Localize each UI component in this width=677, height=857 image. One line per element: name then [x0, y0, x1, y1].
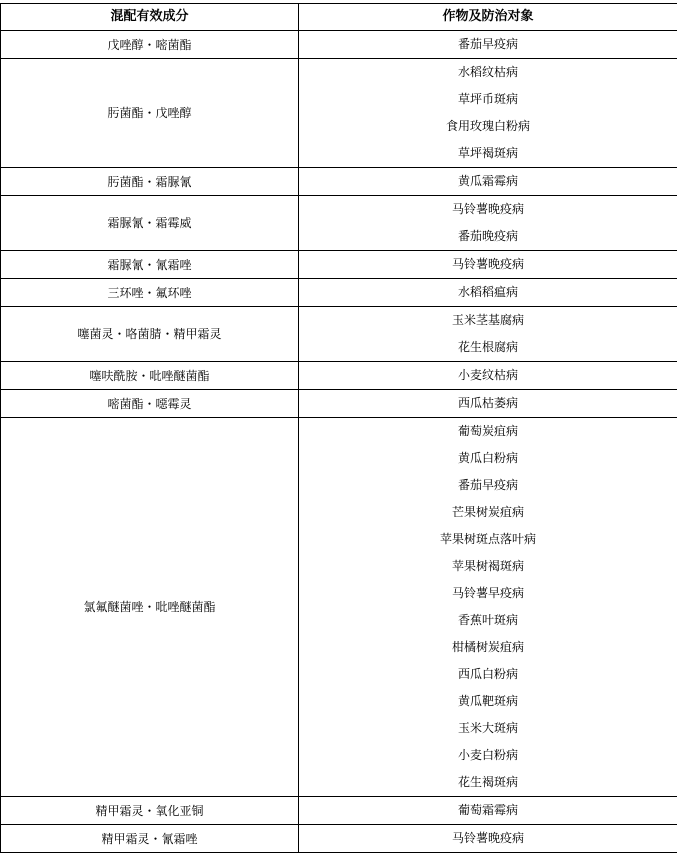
table-row — [1, 168, 677, 196]
crop-disease-item: 苹果树斑点落叶病 — [439, 532, 536, 546]
crop-disease-item: 草坪褐斑病 — [457, 146, 518, 160]
crop-disease-item: 番茄早疫病 — [457, 37, 518, 51]
crop-disease-item: 香蕉叶斑病 — [457, 613, 518, 627]
table-row — [1, 797, 677, 825]
table-row — [1, 59, 677, 168]
crop-disease-item: 黄瓜白粉病 — [457, 451, 518, 465]
mix-ingredients-cell: 氯氟醚菌唑・吡唑醚菌酯 — [1, 418, 299, 797]
crop-disease-item: 葡萄炭疽病 — [457, 424, 518, 438]
crop-disease-item: 水稻纹枯病 — [457, 65, 518, 79]
crops-targets-cell — [299, 251, 677, 279]
crop-disease-item: 玉米茎基腐病 — [451, 313, 524, 327]
mix-ingredients-cell: 嘧菌酯・噁霉灵 — [1, 390, 299, 418]
table-row — [1, 362, 677, 390]
table-row — [1, 390, 677, 418]
table-row — [1, 418, 677, 797]
crop-disease-item: 花生根腐病 — [457, 340, 518, 354]
table-row — [1, 279, 677, 307]
crops-targets-cell — [299, 362, 677, 390]
crop-disease-item: 葡萄霜霉病 — [457, 803, 518, 817]
crop-disease-item: 马铃薯晚疫病 — [451, 202, 524, 216]
crops-targets-cell — [299, 418, 677, 797]
crops-targets-cell — [299, 390, 677, 418]
crops-targets-cell — [299, 196, 677, 251]
crops-targets-cell — [299, 31, 677, 59]
mix-ingredients-cell: 肟菌酯・戊唑醇 — [1, 59, 299, 168]
crop-disease-item: 黄瓜靶斑病 — [457, 694, 518, 708]
crop-disease-item: 黄瓜霜霉病 — [457, 174, 518, 188]
crop-disease-item: 马铃薯早疫病 — [451, 586, 524, 600]
mix-ingredients-cell: 精甲霜灵・氰霜唑 — [1, 825, 299, 853]
crops-targets-cell — [299, 279, 677, 307]
fungicide-mix-table — [0, 3, 677, 853]
mix-ingredients-cell: 精甲霜灵・氧化亚铜 — [1, 797, 299, 825]
table-row — [1, 251, 677, 279]
crop-disease-item: 草坪币斑病 — [457, 92, 518, 106]
crop-disease-item: 芒果树炭疽病 — [451, 505, 524, 519]
table-row — [1, 825, 677, 853]
table-row — [1, 31, 677, 59]
mix-ingredients-cell: 戊唑醇・嘧菌酯 — [1, 31, 299, 59]
mix-ingredients-cell: 噻呋酰胺・吡唑醚菌酯 — [1, 362, 299, 390]
crops-targets-cell — [299, 825, 677, 853]
crops-targets-cell — [299, 307, 677, 362]
crop-disease-item: 西瓜枯萎病 — [457, 396, 518, 410]
crop-disease-item: 食用玫瑰白粉病 — [445, 119, 530, 133]
mix-ingredients-cell: 霜脲氰・氰霜唑 — [1, 251, 299, 279]
mix-ingredients-cell: 三环唑・氟环唑 — [1, 279, 299, 307]
crop-disease-item: 西瓜白粉病 — [457, 667, 518, 681]
crops-targets-cell — [299, 797, 677, 825]
mix-ingredients-cell: 霜脲氰・霜霉威 — [1, 196, 299, 251]
crop-disease-item: 小麦白粉病 — [457, 748, 518, 762]
header-row — [1, 4, 677, 31]
crop-disease-item: 小麦纹枯病 — [457, 368, 518, 382]
header-crops-targets: 作物及防治对象 — [299, 4, 677, 31]
crop-disease-item: 马铃薯晚疫病 — [451, 831, 524, 845]
crop-disease-item: 花生褐斑病 — [457, 775, 518, 789]
crops-targets-cell — [299, 168, 677, 196]
crop-disease-item: 玉米大斑病 — [457, 721, 518, 735]
crop-disease-item: 番茄晚疫病 — [457, 229, 518, 243]
crop-disease-item: 番茄早疫病 — [457, 478, 518, 492]
table-row — [1, 307, 677, 362]
crops-targets-cell — [299, 59, 677, 168]
mix-ingredients-cell: 噻菌灵・咯菌腈・精甲霜灵 — [1, 307, 299, 362]
crop-disease-item: 水稻稻瘟病 — [457, 285, 518, 299]
table-row — [1, 196, 677, 251]
header-mix-ingredients: 混配有效成分 — [1, 4, 299, 31]
crop-disease-item: 马铃薯晚疫病 — [451, 257, 524, 271]
crop-disease-item: 柑橘树炭疽病 — [451, 640, 524, 654]
crop-disease-item: 苹果树褐斑病 — [451, 559, 524, 573]
mix-ingredients-cell: 肟菌酯・霜脲氰 — [1, 168, 299, 196]
table-body — [1, 31, 677, 853]
